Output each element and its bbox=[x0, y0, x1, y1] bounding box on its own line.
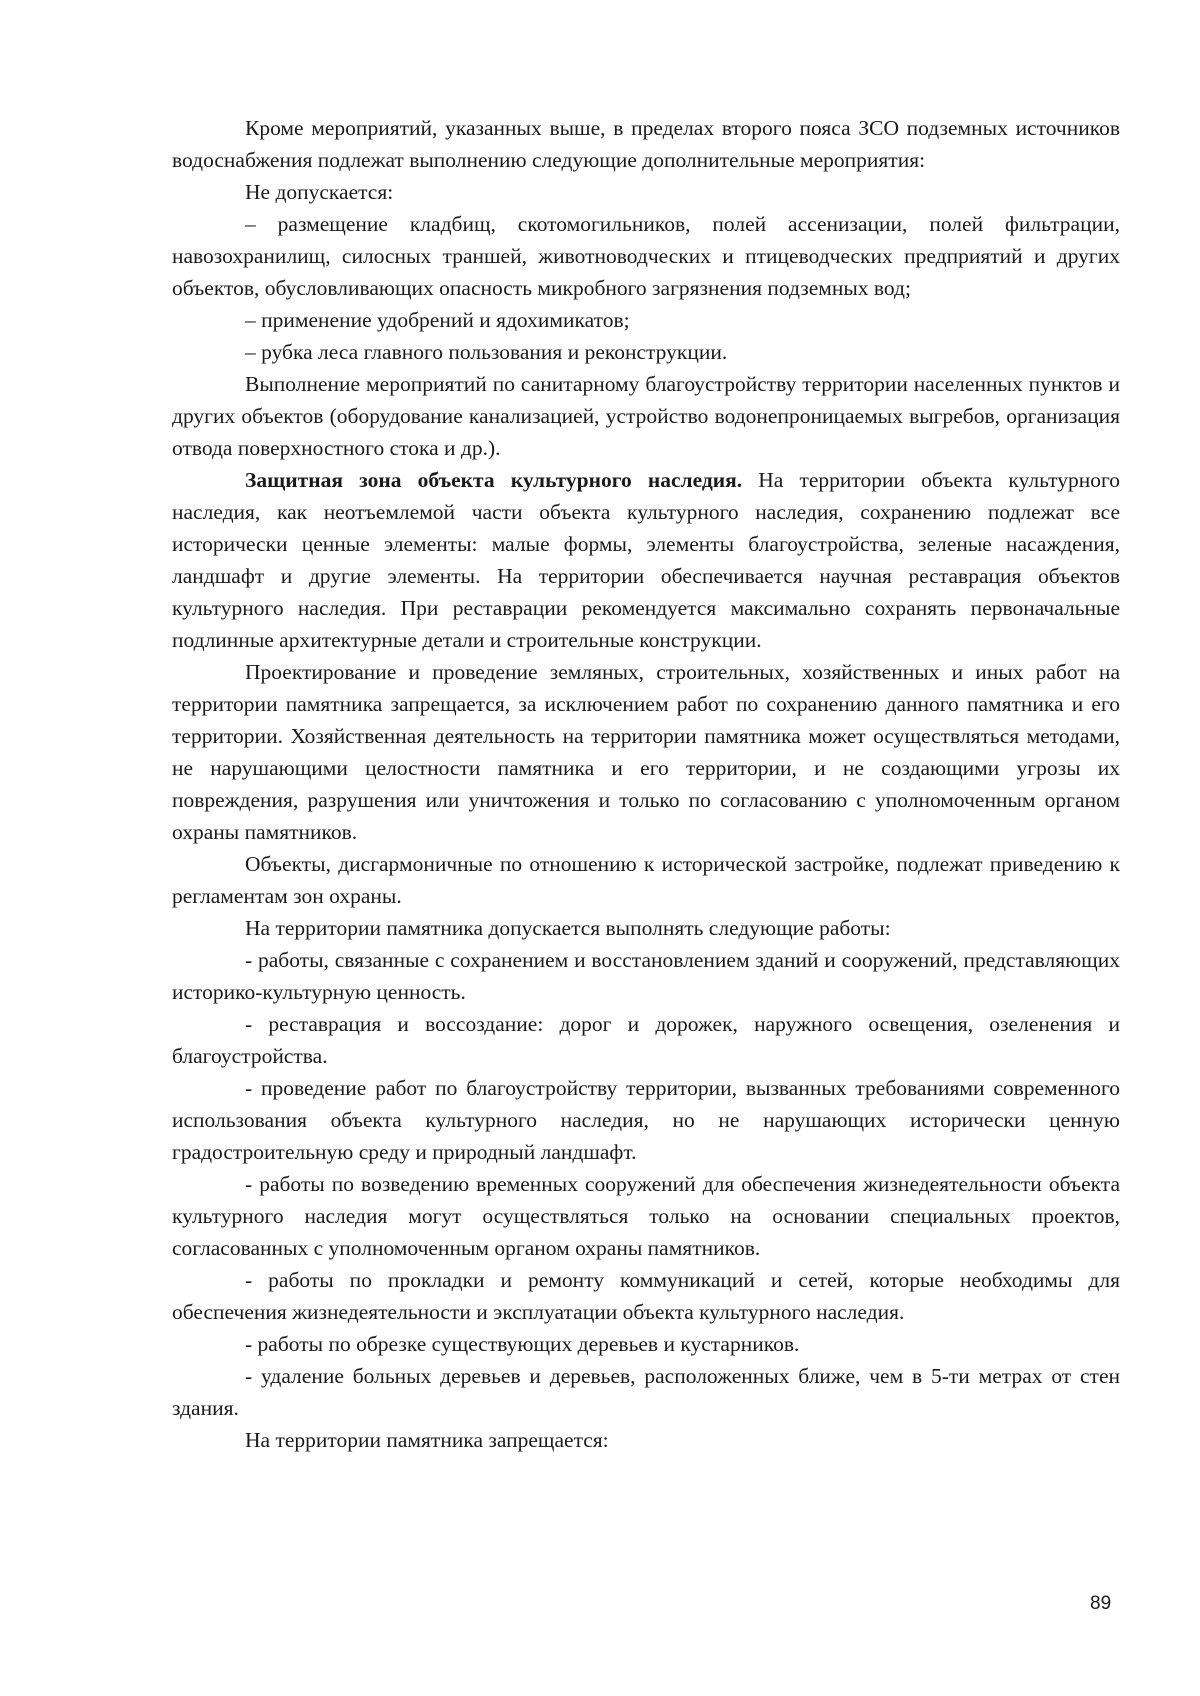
list-item: - удаление больных деревьев и деревьев, расположенных ближе, чем в 5-ти метрах от стен здания. bbox=[172, 1364, 1120, 1420]
list-item: - работы по прокладки и ремонту коммуникаций и сетей, которые необходимы для обеспечения жизнедеятельности и эксплуатации объекта культурного наследия. bbox=[172, 1268, 1120, 1324]
list-item: – рубка леса главного пользования и реконструкции. bbox=[245, 340, 728, 364]
list-item: – применение удобрений и ядохимикатов; bbox=[245, 308, 630, 332]
paragraph-prohibited: На территории памятника запрещается: bbox=[245, 1428, 609, 1452]
section-heading: Защитная зона объекта культурного наследия. bbox=[245, 468, 743, 492]
paragraph-design-restrictions: Проектирование и проведение земляных, строительных, хозяйственных и иных работ на территории памятника запрещается, за исключением работ по сохранению данного памятника и его территории. Хозяйственная деятельность на территории памятника может осуществляться методами, не нарушающими целостности памятника и его территории, и не создающими угрозы их повреждения, разрушения или уничтожения и только по согласованию с уполномоченным органом охраны памятников. bbox=[172, 660, 1120, 844]
list-item: - работы по обрезке существующих деревьев и кустарников. bbox=[245, 1332, 800, 1356]
paragraph-heritage-zone bbox=[172, 464, 1120, 656]
page-number: 89 bbox=[1090, 1593, 1112, 1614]
paragraph-sanitation: Выполнение мероприятий по санитарному благоустройству территории населенных пунктов и других объектов (оборудование канализацией, устройство водонепроницаемых выгребов, организация отвода поверхностного стока и др.). bbox=[172, 372, 1120, 460]
list-item: – размещение кладбищ, скотомогильников, полей ассенизации, полей фильтрации, навозохранилищ, силосных траншей, животноводческих и птицеводческих предприятий и других объектов, обусловливающих опасность микробного загрязнения подземных вод; bbox=[172, 212, 1120, 300]
list-item: - проведение работ по благоустройству территории, вызванных требованиями современного использования объекта культурного наследия, но не нарушающих исторически ценную градостроительную среду и природный ландшафт. bbox=[172, 1076, 1120, 1164]
paragraph-disharmonious-objects: Объекты, дисгармоничные по отношению к исторической застройке, подлежат приведению к регламентам зон охраны. bbox=[172, 852, 1120, 908]
paragraph-additional-measures: Кроме мероприятий, указанных выше, в пределах второго пояса ЗСО подземных источников водоснабжения подлежат выполнению следующие дополнительные мероприятия: bbox=[172, 116, 1120, 172]
paragraph-text: На территории объекта культурного наследия, как неотъемлемой части объекта культурного наследия, сохранению подлежат все исторически ценные элементы: малые формы, элементы благоустройства, зеленые насаждения, ландшафт и другие элементы. На территории обеспечивается научная реставрация объектов культурного наследия. При реставрации рекомендуется максимально сохранять первоначальные подлинные архитектурные детали и строительные конструкции. bbox=[172, 468, 1120, 652]
list-item: - реставрация и воссоздание: дорог и дорожек, наружного освещения, озеленения и благоустройства. bbox=[172, 1012, 1120, 1068]
paragraph-allowed-works: На территории памятника допускается выполнять следующие работы: bbox=[245, 916, 891, 940]
list-item: - работы по возведению временных сооружений для обеспечения жизнедеятельности объекта культурного наследия могут осуществляться только на основании специальных проектов, согласованных с уполномоченным органом охраны памятников. bbox=[172, 1172, 1120, 1260]
document-body bbox=[172, 112, 1120, 1456]
paragraph-not-allowed: Не допускается: bbox=[245, 180, 394, 204]
list-item: - работы, связанные с сохранением и восстановлением зданий и сооружений, представляющих историко-культурную ценность. bbox=[172, 948, 1120, 1004]
